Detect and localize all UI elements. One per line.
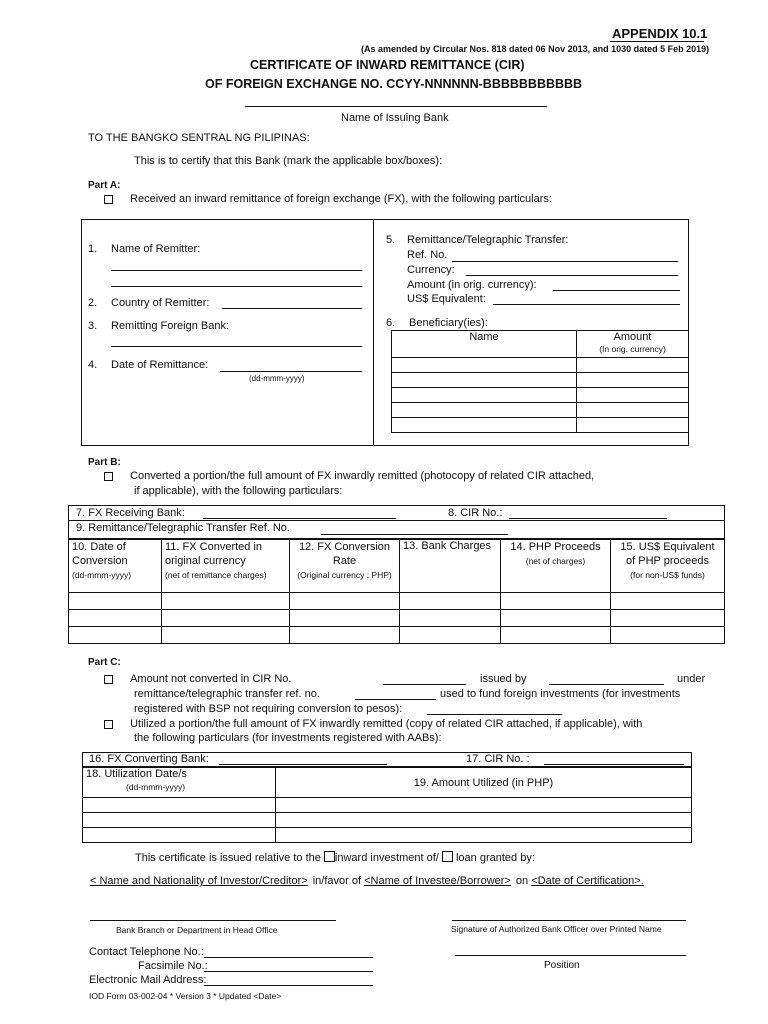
fx-converting-bank-line[interactable] bbox=[219, 764, 387, 765]
part-b-header-divider bbox=[68, 520, 725, 521]
part-b-label: Part B: bbox=[88, 457, 121, 468]
table-cell[interactable] bbox=[577, 358, 689, 373]
remitting-bank-label: Remitting Foreign Bank: bbox=[111, 320, 229, 332]
table-row bbox=[69, 627, 725, 644]
loan-checkbox[interactable] bbox=[442, 851, 453, 862]
remitter-country-line[interactable] bbox=[222, 308, 362, 309]
utilization-table bbox=[82, 767, 692, 843]
table-cell[interactable] bbox=[290, 593, 400, 610]
f2-number: 2. bbox=[88, 297, 98, 309]
col-conversion-rate bbox=[290, 540, 400, 593]
col-15-line-2: of PHP proceeds bbox=[626, 555, 709, 567]
certify-statement: This is to certify that this Bank (mark the applicable box/boxes): bbox=[134, 155, 443, 167]
table-cell[interactable] bbox=[83, 798, 276, 813]
amended-note: (As amended by Circular Nos. 818 dated 06 Nov 2013, and 1030 dated 5 Feb 2019) bbox=[361, 44, 710, 54]
form-identifier: IOD Form 03-002-04 * Version 3 * Updated <Date> bbox=[89, 991, 282, 1001]
table-row bbox=[392, 373, 689, 388]
table-cell[interactable] bbox=[611, 593, 725, 610]
tt-ref-label: 9. Remittance/Telegraphic Transfer Ref. No. bbox=[76, 522, 290, 534]
table-cell[interactable] bbox=[162, 610, 290, 627]
telephone-line[interactable] bbox=[204, 957, 373, 958]
table-cell[interactable] bbox=[69, 593, 162, 610]
currency-line[interactable] bbox=[466, 275, 678, 276]
beneficiary-amount-subheader: (In orig. currency) bbox=[599, 344, 666, 354]
col-14-line-1: 14. PHP Proceeds bbox=[510, 541, 601, 553]
table-cell[interactable] bbox=[392, 403, 577, 418]
part-c-opt2-line1: Utilized a portion/the full amount of FX inwardly remitted (copy of related CIR attached, if applicable), with bbox=[130, 718, 643, 730]
table-row bbox=[69, 610, 725, 627]
table-cell[interactable] bbox=[276, 828, 692, 843]
table-cell[interactable] bbox=[162, 627, 290, 644]
col-19-label: 19. Amount Utilized (in PHP) bbox=[413, 776, 554, 789]
ref-no-label: Ref. No. bbox=[407, 249, 448, 261]
table-cell[interactable] bbox=[276, 813, 692, 828]
table-row bbox=[392, 358, 689, 373]
f6-number: 6. bbox=[386, 317, 396, 329]
col-14-line-2: (net of charges) bbox=[525, 556, 586, 566]
investee-placeholder: <Name of Investee/Borrower> bbox=[364, 875, 511, 887]
certification-date-placeholder: <Date of Certification>. bbox=[531, 875, 644, 887]
issuing-bank-line[interactable] bbox=[245, 106, 547, 107]
part-c-opt1-text-a: Amount not converted in CIR No. bbox=[130, 673, 292, 685]
table-cell[interactable] bbox=[290, 627, 400, 644]
email-line[interactable] bbox=[204, 985, 373, 986]
beneficiary-name-header bbox=[392, 331, 577, 358]
remitter-name-line-2[interactable] bbox=[111, 286, 362, 287]
in-favor-text: in/favor of bbox=[312, 875, 362, 887]
table-cell[interactable] bbox=[400, 593, 501, 610]
ref-no-line[interactable] bbox=[452, 261, 678, 262]
table-cell[interactable] bbox=[162, 593, 290, 610]
table-cell[interactable] bbox=[611, 610, 725, 627]
part-c-opt2-line2: the following particulars (for investments registered with AABs): bbox=[134, 732, 442, 744]
part-c-cir-line[interactable] bbox=[544, 764, 684, 765]
tt-ref-line[interactable] bbox=[321, 534, 508, 535]
part-c-checkbox-1[interactable] bbox=[104, 675, 113, 684]
on-text: on bbox=[515, 875, 529, 887]
table-cell[interactable] bbox=[577, 373, 689, 388]
col-13-line-1: 13. Bank Charges bbox=[403, 540, 492, 552]
branch-label: Bank Branch or Department in Head Office bbox=[116, 925, 278, 935]
remitter-name-label: Name of Remitter: bbox=[111, 243, 201, 255]
table-cell[interactable] bbox=[276, 798, 692, 813]
fx-receiving-bank-line[interactable] bbox=[203, 518, 396, 519]
beneficiary-amount-header-text: Amount bbox=[613, 331, 652, 343]
col-11-line-3: (net of remittance charges) bbox=[165, 570, 267, 580]
col-12-line-1: 12. FX Conversion bbox=[298, 541, 391, 553]
remittance-date-label: Date of Remittance: bbox=[111, 359, 209, 371]
parties-line bbox=[90, 875, 644, 887]
issued-text-b: inward investment of/ bbox=[334, 852, 439, 864]
officer-signature-line[interactable] bbox=[452, 920, 686, 921]
cir-no-label: 8. CIR No.: bbox=[448, 507, 503, 519]
issued-by-line[interactable] bbox=[549, 684, 664, 685]
table-cell[interactable] bbox=[501, 610, 611, 627]
table-cell[interactable] bbox=[611, 627, 725, 644]
fx-receiving-bank-label: 7. FX Receiving Bank: bbox=[76, 507, 185, 519]
col-12-line-2: Rate bbox=[332, 555, 357, 567]
part-c-label: Part C: bbox=[88, 657, 121, 668]
tt-label: Remittance/Telegraphic Transfer: bbox=[407, 234, 569, 246]
part-c-checkbox-2[interactable] bbox=[104, 720, 113, 729]
part-c-opt1-line2a: remittance/telegraphic transfer ref. no. bbox=[134, 688, 320, 700]
table-row bbox=[83, 828, 692, 843]
part-c-option-1 bbox=[104, 673, 291, 685]
table-row bbox=[392, 403, 689, 418]
officer-signature-label: Signature of Authorized Bank Officer over Printed Name bbox=[451, 924, 662, 934]
remittance-date-line[interactable] bbox=[220, 371, 362, 372]
col-amount-utilized bbox=[276, 768, 692, 798]
col-15-line-3: (for non-US$ funds) bbox=[630, 570, 705, 580]
telephone-label: Contact Telephone No.: bbox=[89, 946, 204, 958]
col-10-line-2: Conversion bbox=[72, 555, 128, 567]
part-b-option-line-1: Converted a portion/the full amount of FX inwardly remitted (photocopy of related CIR attached, bbox=[130, 470, 595, 482]
f5-number: 5. bbox=[386, 234, 396, 246]
col-date-conversion bbox=[69, 540, 162, 593]
col-11-line-2: original currency bbox=[165, 555, 246, 567]
amount-line[interactable] bbox=[553, 290, 680, 291]
col-12-line-3: (Original currency : PHP) bbox=[297, 570, 392, 580]
col-10-line-1: 10. Date of bbox=[72, 541, 126, 553]
table-cell[interactable] bbox=[577, 388, 689, 403]
part-c-cir-label: 17. CIR No. : bbox=[466, 753, 530, 765]
table-cell[interactable] bbox=[577, 403, 689, 418]
table-cell[interactable] bbox=[501, 593, 611, 610]
table-row bbox=[83, 813, 692, 828]
table-cell[interactable] bbox=[69, 627, 162, 644]
currency-label: Currency: bbox=[407, 264, 455, 276]
fax-label: Facsimile No.: bbox=[138, 960, 208, 972]
usd-label: US$ Equivalent: bbox=[407, 293, 486, 305]
part-a-label: Part A: bbox=[88, 180, 121, 191]
investment-checkbox[interactable] bbox=[324, 851, 335, 862]
part-c-option-2 bbox=[104, 718, 642, 730]
table-row bbox=[392, 418, 689, 433]
part-b-checkbox[interactable] bbox=[104, 472, 113, 481]
issued-text-a: This certificate is issued relative to the bbox=[135, 852, 321, 864]
part-c-opt1-under: under bbox=[677, 673, 706, 685]
fax-line[interactable] bbox=[204, 971, 373, 972]
table-row bbox=[392, 388, 689, 403]
col-18-line-2: (dd-mmm-yyyy) bbox=[126, 782, 186, 792]
part-a-option bbox=[104, 193, 552, 205]
addressee: TO THE BANGKO SENTRAL NG PILIPINAS: bbox=[88, 132, 310, 144]
cir-not-converted-line[interactable] bbox=[383, 684, 466, 685]
table-row bbox=[83, 798, 692, 813]
table-cell[interactable] bbox=[400, 627, 501, 644]
table-row bbox=[69, 593, 725, 610]
issued-text-c: loan granted by: bbox=[455, 852, 535, 864]
table-cell[interactable] bbox=[501, 627, 611, 644]
part-a-checkbox[interactable] bbox=[104, 195, 113, 204]
usd-line[interactable] bbox=[493, 304, 680, 305]
part-a-option-text: Received an inward remittance of foreign exchange (FX), with the following particulars: bbox=[130, 193, 552, 205]
bsp-registration-line[interactable] bbox=[427, 714, 562, 715]
table-cell[interactable] bbox=[83, 813, 276, 828]
branch-signature-line[interactable] bbox=[90, 920, 336, 921]
table-cell[interactable] bbox=[392, 418, 577, 433]
table-cell[interactable] bbox=[392, 373, 577, 388]
remitter-name-line-1[interactable] bbox=[111, 270, 362, 271]
title-line-2: OF FOREIGN EXCHANGE NO. CCYY-NNNNNN-BBBBBBBBBBB bbox=[205, 77, 583, 91]
position-line[interactable] bbox=[455, 955, 686, 956]
appendix-underline bbox=[610, 41, 704, 42]
part-c-opt1-line2b: used to fund foreign investments (for investments bbox=[440, 688, 681, 700]
investor-placeholder: < Name and Nationality of Investor/Creditor> bbox=[90, 875, 308, 887]
appendix-label: APPENDIX 10.1 bbox=[612, 26, 708, 41]
table-cell[interactable] bbox=[290, 610, 400, 627]
part-b-option bbox=[104, 470, 594, 482]
amount-label: Amount (in orig. currency): bbox=[407, 279, 537, 291]
col-bank-charges bbox=[400, 540, 501, 593]
remitter-country-label: Country of Remitter: bbox=[111, 297, 210, 309]
col-utilization-date bbox=[83, 768, 276, 798]
position-label: Position bbox=[544, 960, 580, 971]
email-label: Electronic Mail Address: bbox=[89, 974, 207, 986]
col-fx-converted bbox=[162, 540, 290, 593]
col-10-line-3: (dd-mmm-yyyy) bbox=[72, 570, 132, 580]
table-cell[interactable] bbox=[400, 610, 501, 627]
table-cell[interactable] bbox=[83, 828, 276, 843]
col-usd-equivalent bbox=[611, 540, 725, 593]
f3-number: 3. bbox=[88, 320, 98, 332]
table-cell[interactable] bbox=[577, 418, 689, 433]
issuing-bank-label: Name of Issuing Bank bbox=[341, 112, 449, 124]
table-cell[interactable] bbox=[392, 358, 577, 373]
cir-no-line[interactable] bbox=[509, 518, 667, 519]
table-cell[interactable] bbox=[392, 388, 577, 403]
col-18-line-1: 18. Utilization Date/s bbox=[86, 768, 187, 780]
part-a-divider bbox=[373, 219, 374, 446]
title-line-1: CERTIFICATE OF INWARD REMITTANCE (CIR) bbox=[250, 58, 525, 72]
f1-number: 1. bbox=[88, 243, 98, 255]
f4-number: 4. bbox=[88, 359, 98, 371]
fx-converting-bank-label: 16. FX Converting Bank: bbox=[89, 753, 209, 765]
beneficiary-name-header-text: Name bbox=[469, 331, 499, 343]
beneficiary-amount-header bbox=[577, 331, 689, 358]
beneficiaries-label: Beneficiary(ies): bbox=[409, 317, 488, 329]
conversion-table bbox=[68, 539, 725, 644]
remitting-bank-line[interactable] bbox=[111, 346, 362, 347]
table-cell[interactable] bbox=[69, 610, 162, 627]
issued-relative bbox=[135, 851, 535, 864]
col-11-line-1: 11. FX Converted in bbox=[165, 541, 263, 553]
col-15-line-1: 15. US$ Equivalent bbox=[620, 541, 715, 553]
remittance-date-format: (dd-mmm-yyyy) bbox=[249, 374, 305, 383]
beneficiaries-table bbox=[391, 330, 689, 433]
col-php-proceeds bbox=[501, 540, 611, 593]
part-b-option-line-2: if applicable), with the following particulars: bbox=[134, 485, 343, 497]
part-c-opt1-issued-by: issued by bbox=[480, 673, 527, 685]
part-c-opt1-line3: registered with BSP not requiring conversion to pesos): bbox=[134, 703, 403, 715]
tt-ref-no-line[interactable] bbox=[355, 699, 436, 700]
